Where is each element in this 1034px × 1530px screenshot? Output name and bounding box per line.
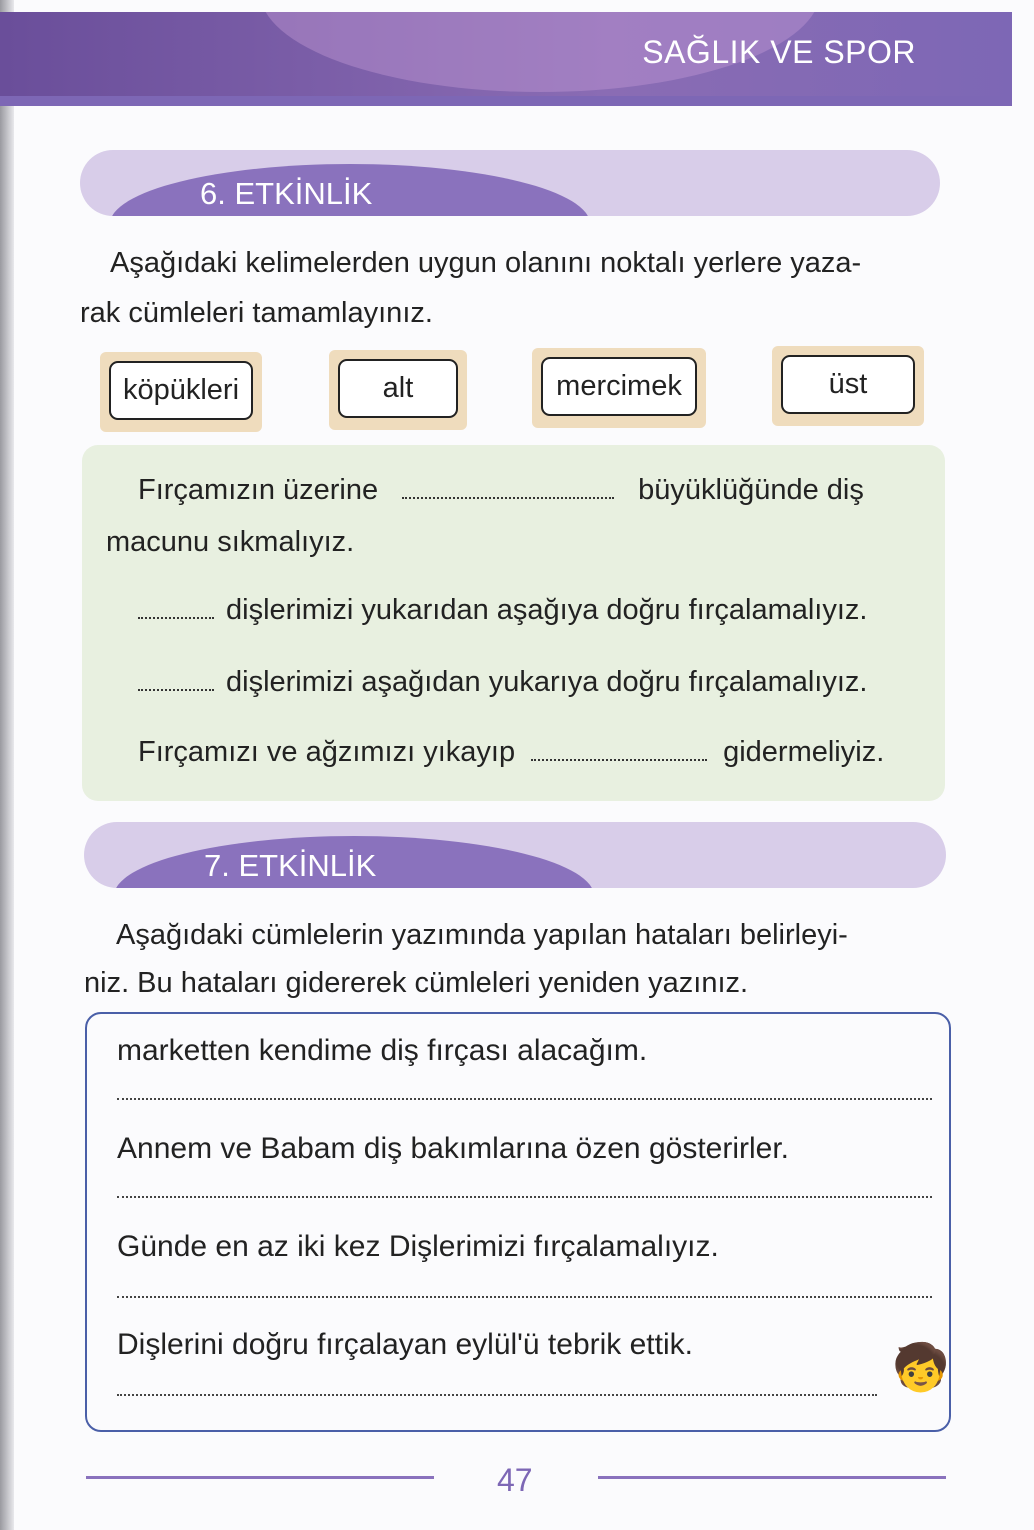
header-band xyxy=(0,96,1012,106)
answer-box xyxy=(85,1012,951,1432)
activity-6-instruction-2: rak cümleleri tamamlayınız. xyxy=(80,297,433,329)
word-label: mercimek xyxy=(541,357,697,416)
footer-line-right xyxy=(598,1476,946,1479)
word-card xyxy=(100,352,262,432)
chapter-title: SAĞLIK VE SPOR xyxy=(642,34,916,70)
sentence-3 xyxy=(138,666,867,699)
chapter-header xyxy=(0,12,1012,104)
word-label: alt xyxy=(338,359,458,418)
activity-7-instruction-2: niz. Bu hataları gidererek cümleleri yeniden yazınız. xyxy=(84,967,749,999)
footer-line-left xyxy=(86,1476,434,1479)
faulty-sentence: Dişlerini doğru fırçalayan eylül'ü tebrik ettik. xyxy=(117,1328,693,1361)
faulty-sentence: Günde en az iki kez Dişlerimizi fırçalamalıyız. xyxy=(117,1230,719,1263)
sentence-4 xyxy=(138,736,884,769)
word-card xyxy=(772,346,924,426)
sentence-text: dişlerimizi yukarıdan aşağıya doğru fırçalamalıyız. xyxy=(226,594,868,626)
word-label: köpükleri xyxy=(109,361,253,420)
blank[interactable] xyxy=(402,493,614,499)
faulty-sentence: marketten kendime diş fırçası alacağım. xyxy=(117,1034,648,1067)
page-number: 47 xyxy=(497,1462,533,1498)
answer-line[interactable] xyxy=(117,1098,932,1100)
child-illustration-icon: 🧒 xyxy=(892,1341,950,1393)
word-card xyxy=(532,348,706,428)
word-label: üst xyxy=(781,355,915,414)
sentence-text: gidermeliyiz. xyxy=(723,736,885,768)
answer-line[interactable] xyxy=(117,1394,877,1396)
sentence-2 xyxy=(138,594,867,627)
answer-line[interactable] xyxy=(117,1196,932,1198)
sentence-text: Fırçamızı ve ağzımızı yıkayıp xyxy=(138,736,516,768)
activity-7-title: 7. ETKİNLİK xyxy=(204,848,377,883)
activity-6-instruction-1: Aşağıdaki kelimelerden uygun olanını noktalı yerlere yaza- xyxy=(110,247,862,279)
sentence-text: Fırçamızın üzerine xyxy=(138,474,379,506)
sentence-text: büyüklüğünde diş xyxy=(638,474,864,506)
blank[interactable] xyxy=(531,755,707,761)
answer-line[interactable] xyxy=(117,1296,932,1298)
activity-6-title: 6. ETKİNLİK xyxy=(200,176,373,211)
blank[interactable] xyxy=(138,685,214,691)
activity-6-banner xyxy=(80,150,940,216)
word-card xyxy=(329,350,467,430)
activity-7-instruction-1: Aşağıdaki cümlelerin yazımında yapılan hataları belirleyi- xyxy=(116,919,848,951)
activity-7-banner xyxy=(84,822,946,888)
sentence-1-cont: macunu sıkmalıyız. xyxy=(106,526,355,558)
blank[interactable] xyxy=(138,613,214,619)
faulty-sentence: Annem ve Babam diş bakımlarına özen gösterirler. xyxy=(117,1132,789,1165)
sentence-1 xyxy=(138,474,864,507)
book-spine-shadow xyxy=(0,0,14,1530)
sentence-text: dişlerimizi aşağıdan yukarıya doğru fırçalamalıyız. xyxy=(226,666,868,698)
